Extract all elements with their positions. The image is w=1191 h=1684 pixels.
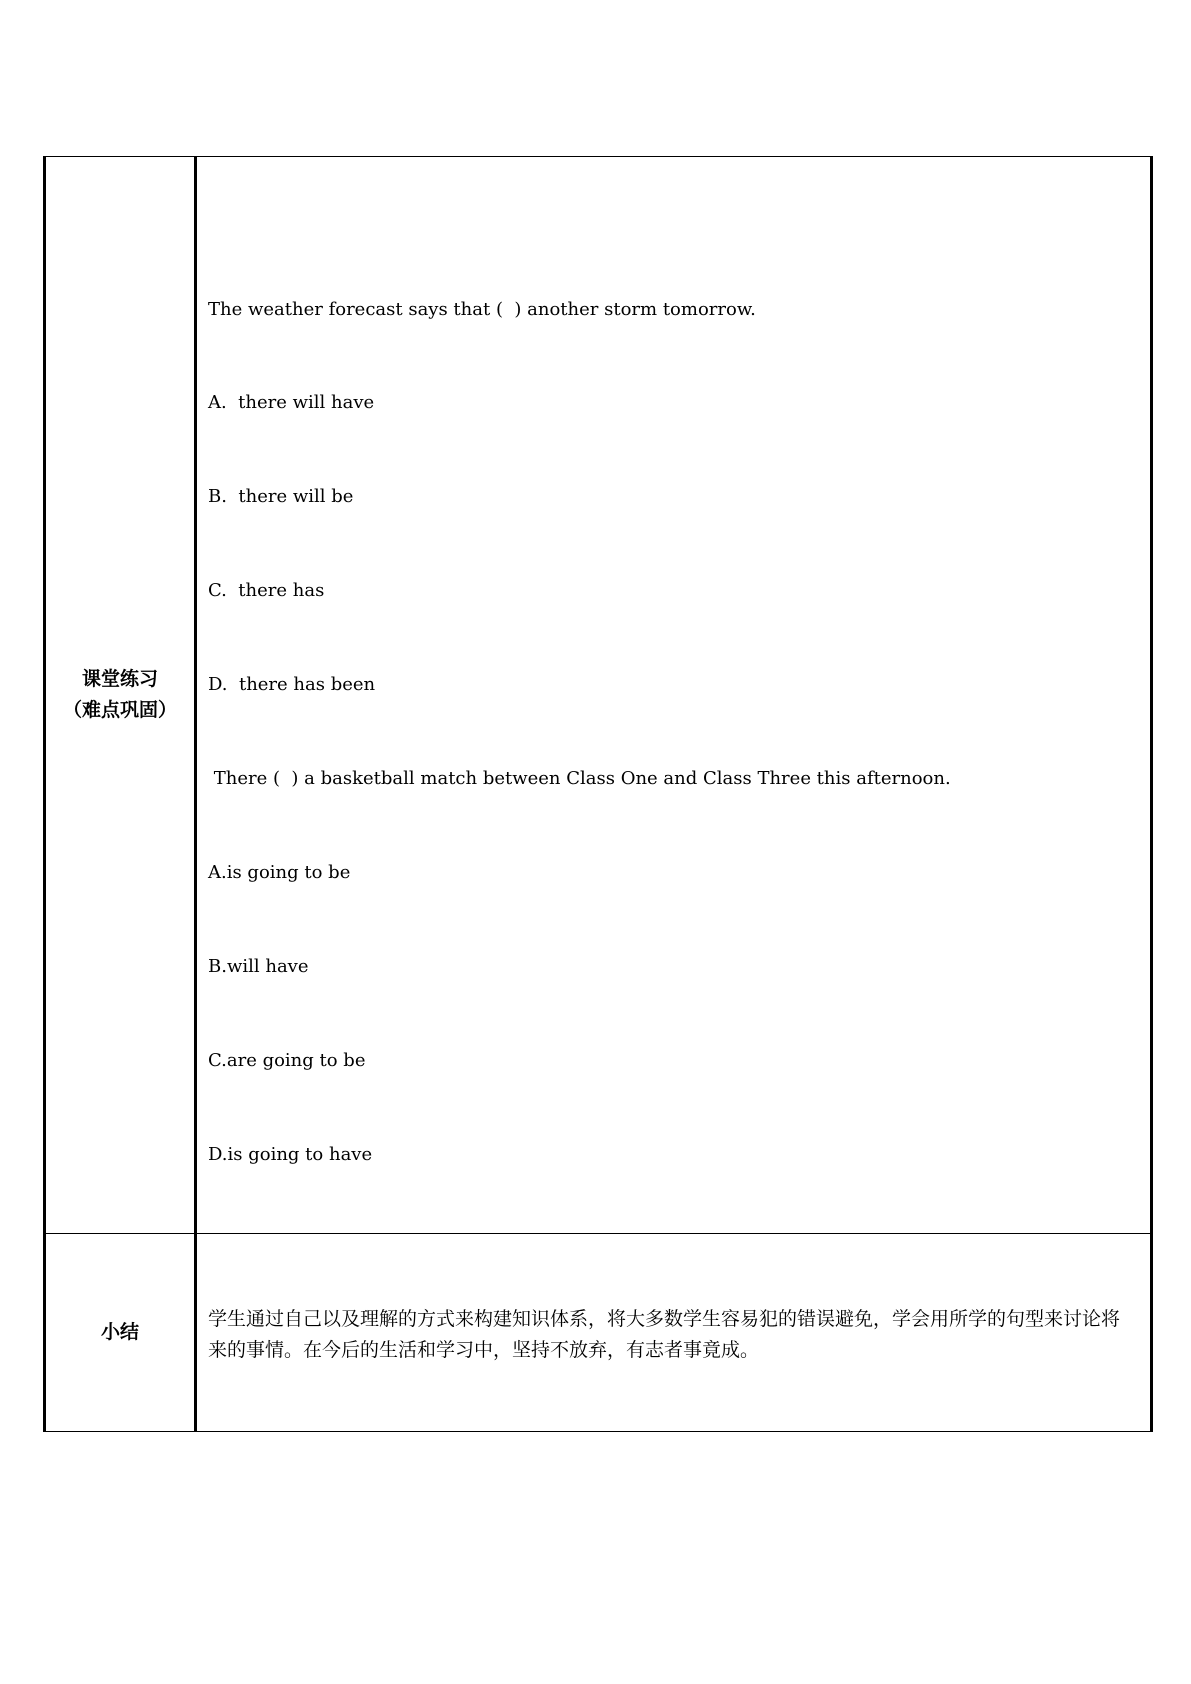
row-label-subtitle: （难点巩固） <box>62 698 177 721</box>
question-1-option-b: B. there will be <box>208 486 354 508</box>
question-1-option-d: D. there has been <box>208 674 376 696</box>
question-2-option-d: D.is going to have <box>208 1143 373 1165</box>
table-row-summary <box>45 1233 1152 1431</box>
question-2-option-c: C.are going to be <box>208 1049 366 1071</box>
row-label-title: 小结 <box>100 1320 139 1343</box>
question-2-option-b: B.will have <box>208 955 309 977</box>
practice-content-cell <box>196 157 1152 1234</box>
table-row-classroom-practice <box>45 157 1152 1234</box>
row-label-title: 课堂练习 <box>81 667 158 690</box>
practice-questions <box>197 157 1150 1233</box>
row-label-cell <box>45 1233 196 1431</box>
question-1-stem: The weather forecast says that ( ) another storm tomorrow. <box>208 298 756 320</box>
summary-text: 学生通过自己以及理解的方式来构建知识体系，将大多数学生容易犯的错误避免，学会用所学的句型来讨论将来的事情。在今后的生活和学习中，坚持不放弃，有志者事竟成。 <box>208 1307 1121 1361</box>
question-2-stem: There ( ) a basketball match between Class One and Class Three this afternoon. <box>208 768 951 790</box>
lesson-plan-table <box>43 156 1153 1432</box>
row-label-cell <box>45 157 196 1234</box>
summary-content-cell <box>196 1233 1152 1431</box>
question-1-option-c: C. there has <box>208 580 325 602</box>
question-2-option-a: A.is going to be <box>208 861 351 883</box>
question-1-option-a: A. there will have <box>208 392 375 414</box>
